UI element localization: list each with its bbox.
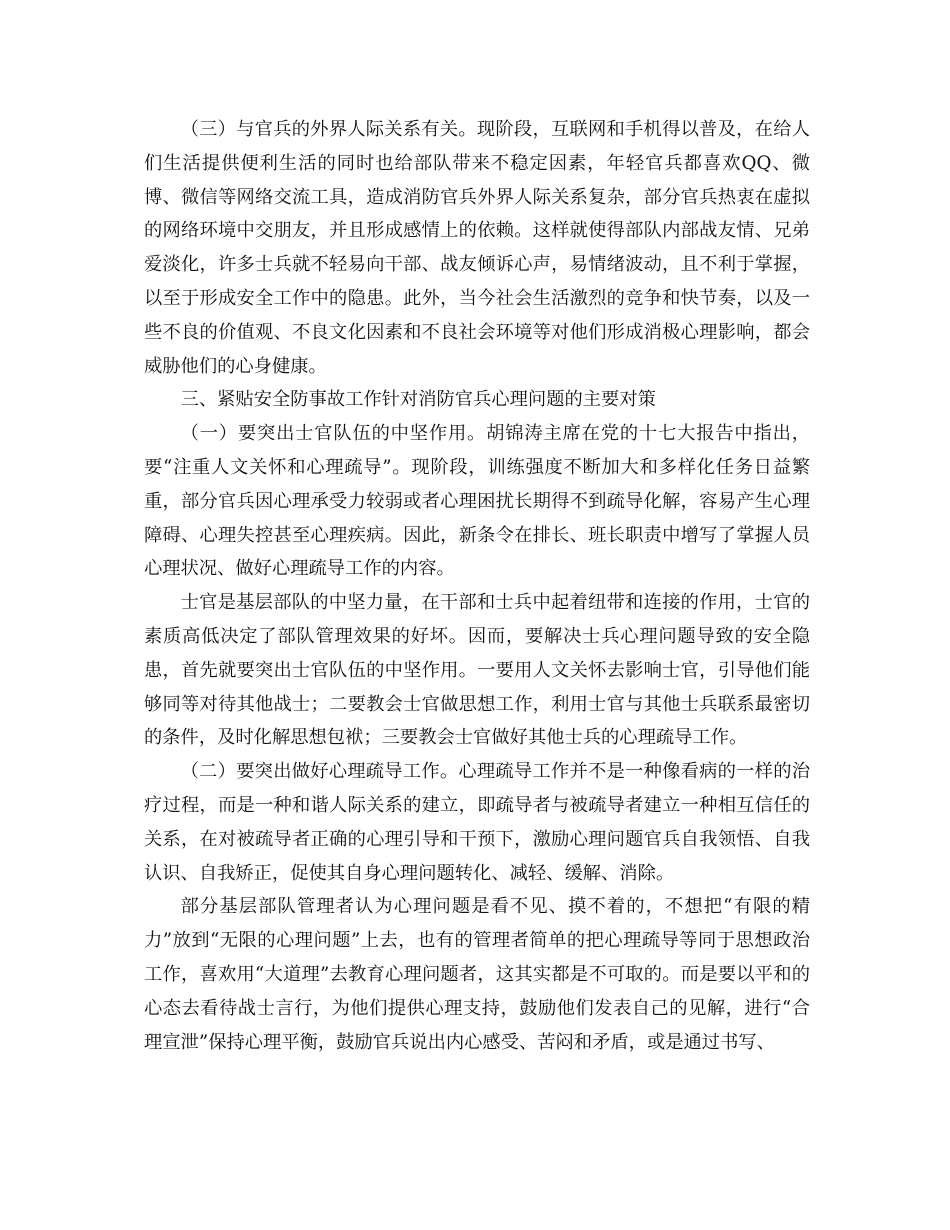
paragraph-nco-role: （一）要突出士官队伍的中坚作用。胡锦涛主席在党的十七大报告中指出，要“注重人文关怀和心理疏导”。现阶段，训练强度不断加大和多样化任务日益繁重，部分官兵因心理承受力较弱或者心理困扰长期得不到疏导化解，容易产生心理障碍、心理失控甚至心理疾病。因此，新条令在排长、班长职责中增写了掌握人员心理状况、做好心理疏导工作的内容。 [144, 423, 810, 580]
paragraph-psychological-counseling: （二）要突出做好心理疏导工作。心理疏导工作并不是一种像看病的一样的治疗过程，而是一种和谐人际关系的建立，即疏导者与被疏导者建立一种相互信任的关系，在对被疏导者正确的心理引导和干预下，激励心理问题官兵自我领悟、自我认识、自我矫正，促使其自身心理问题转化、减轻、缓解、消除。 [144, 761, 810, 884]
document-body [144, 113, 810, 1059]
paragraph-managers-attitude: 部分基层部队管理者认为心理问题是看不见、摸不着的，不想把“有限的精力”放到“无限的心理问题”上去，也有的管理者简单的把心理疏导等同于思想政治工作，喜欢用“大道理”去教育心理问题者，这其实都是不可取的。而是要以平和的心态去看待战士言行，为他们提供心理支持，鼓励他们发表自己的见解，进行“合理宣泄”保持心理平衡，鼓励官兵说出内心感受、苦闷和矛盾，或是通过书写、 [144, 896, 810, 1053]
paragraph-interpersonal-relations: （三）与官兵的外界人际关系有关。现阶段，互联网和手机得以普及，在给人们生活提供便利生活的同时也给部队带来不稳定因素，年轻官兵都喜欢QQ、微博、微信等网络交流工具，造成消防官兵外界人际关系复杂，部分官兵热衷在虚拟的网络环境中交朋友，并且形成感情上的依赖。这样就使得部队内部战友情、兄弟爱淡化，许多士兵就不轻易向干部、战友倾诉心声，易情绪波动，且不利于掌握，以至于形成安全工作中的隐患。此外，当今社会生活激烈的竞争和快节奏，以及一些不良的价值观、不良文化因素和不良社会环境等对他们形成消极心理影响，都会威胁他们的心身健康。 [144, 119, 810, 377]
section-heading-countermeasures: 三、紧贴安全防事故工作针对消防官兵心理问题的主要对策 [180, 389, 656, 411]
paragraph-nco-backbone: 士官是基层部队的中坚力量，在干部和士兵中起着纽带和连接的作用，士官的素质高低决定了部队管理效果的好坏。因而，要解决士兵心理问题导致的安全隐患，首先就要突出士官队伍的中坚作用。一要用人文关怀去影响士官，引导他们能够同等对待其他战士；二要教会士官做思想工作，利用士官与其他士兵联系最密切的条件，及时化解思想包袱；三要教会士官做好其他士兵的心理疏导工作。 [144, 592, 810, 749]
